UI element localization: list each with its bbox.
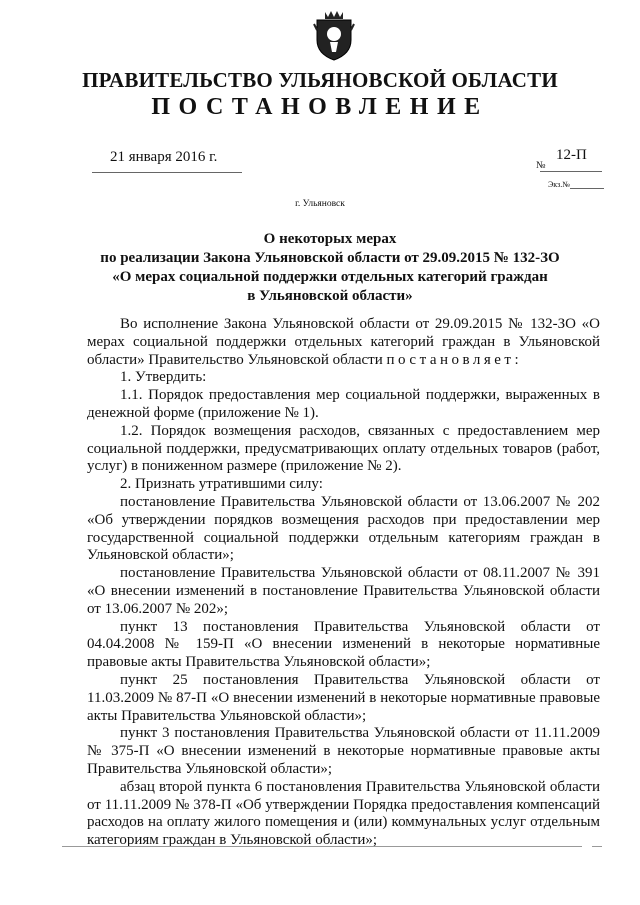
organization-name: ПРАВИТЕЛЬСТВО УЛЬЯНОВСКОЙ ОБЛАСТИ (82, 68, 558, 92)
paragraph-item-1-2: 1.2. Порядок возмещения расходов, связанных с предоставлением мер социальной поддержки, предусматривающих оплату отдельных товаров (работ, услуг) в пониженном размере (приложение № 2). (87, 422, 600, 475)
paragraph-item-2: 2. Признать утратившими силу: (120, 476, 323, 493)
copy-number-underline (570, 188, 604, 189)
number-underline (540, 171, 602, 172)
paragraph-repeal-378: абзац второй пункта 6 постановления Правительства Ульяновской области от 11.11.2009 № 378-П «Об утверждении Порядка предоставления компенсаций расходов на оплату жилого помещения и (или) коммунальных услуг отдельным категориям граждан в Ульяновской области»; (87, 778, 600, 849)
title-line: «О мерах социальной поддержки отдельных категорий граждан (112, 269, 548, 285)
document-body (87, 316, 600, 850)
title-line: О некоторых мерах (263, 231, 397, 247)
paragraph-repeal-375: пункт 3 постановления Правительства Ульяновской области от 11.11.2009 № 375-П «О внесении изменений в некоторые нормативные правовые акты Правительства Ульяновской области»; (87, 725, 600, 777)
preamble-text: Во исполнение Закона Ульяновской области от 29.09.2015 № 132-ЗО «О мерах социальной поддержки отдельных категорий граждан в Ульяновской области» Правительство Ульяновской области (87, 316, 600, 368)
city: г. Ульяновск (295, 199, 345, 209)
paragraph-item-1: 1. Утвердить: (120, 369, 207, 386)
paragraph-item-1-1: 1.1. Порядок предоставления мер социальной поддержки, выраженных в денежной форме (приложение № 1). (87, 387, 600, 421)
number-label: № (536, 160, 546, 171)
date-underline (92, 172, 242, 173)
title-line: в Ульяновской области» (247, 288, 413, 304)
paragraph-repeal-87: пункт 25 постановления Правительства Ульяновской области от 11.03.2009 № 87-П «О внесении изменений в некоторые нормативные правовые акты Правительства Ульяновской области»; (87, 671, 600, 724)
title-line: по реализации Закона Ульяновской области от 29.09.2015 № 132-ЗО (100, 250, 560, 266)
preamble-colon: : (514, 351, 519, 368)
paragraph-preamble (87, 316, 600, 369)
resolves-word: постановляет (386, 351, 515, 368)
document-title (60, 230, 600, 306)
paragraph-repeal-202: постановление Правительства Ульяновской области от 13.06.2007 № 202 «Об утверждении порядков возмещения расходов при предоставлении мер государственной социальной поддержки отдельным категориям граждан в Ульяновской области»; (87, 493, 600, 564)
document-date: 21 января 2016 г. (110, 149, 218, 165)
paragraph-repeal-159: пункт 13 постановления Правительства Ульяновской области от 04.04.2008 № 159-П «О внесении изменений в некоторые нормативные правовые акты Правительства Ульяновской области»; (87, 618, 600, 671)
paragraph-repeal-391: постановление Правительства Ульяновской области от 08.11.2007 № 391 «О внесении изменений в постановление Правительства Ульяновской области от 13.06.2007 № 202»; (87, 565, 600, 617)
coat-of-arms-icon (313, 8, 355, 62)
copy-number-label: Экз.№ (548, 180, 570, 189)
document-number: 12-П (556, 147, 587, 163)
footer-divider (62, 846, 582, 847)
footer-divider-tick (592, 846, 602, 847)
document-type: ПОСТАНОВЛЕНИЕ (151, 94, 489, 120)
